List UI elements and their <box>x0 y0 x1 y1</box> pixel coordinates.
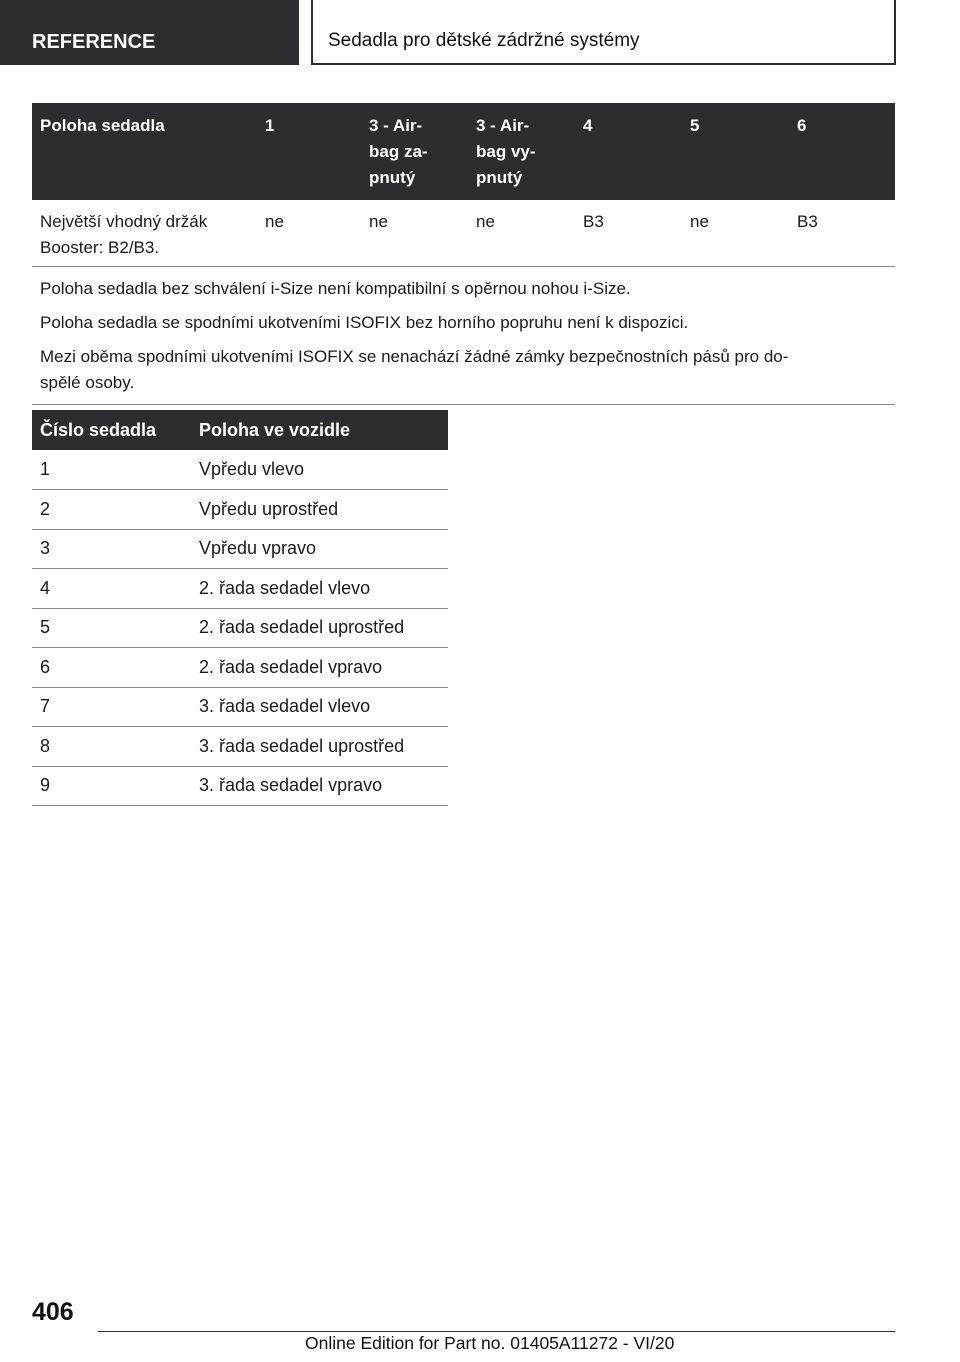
table-header-row <box>32 103 895 200</box>
seat-compatibility-table <box>32 103 895 405</box>
seat-number-cell: 4 <box>32 569 191 609</box>
header-line: 3 - Air- <box>369 116 423 135</box>
seat-number-cell: 1 <box>32 450 191 490</box>
column-header <box>468 103 575 200</box>
column-header <box>361 103 468 200</box>
seat-position-cell: Vpředu uprostřed <box>191 490 448 530</box>
row-label-line: Největší vhodný držák <box>40 212 208 231</box>
note-text: Poloha sedadla bez schválení i-Size není kompatibilní s opěrnou nohou i-Size. <box>40 279 631 298</box>
table-cell: ne <box>468 200 575 267</box>
header-line: bag vy- <box>476 142 536 161</box>
note-text <box>40 344 887 396</box>
seat-number-cell: 6 <box>32 648 191 688</box>
column-header: 1 <box>257 103 361 200</box>
table-cell: ne <box>257 200 361 267</box>
table-row <box>32 727 448 767</box>
seat-position-cell: 3. řada sedadel uprostřed <box>191 727 448 767</box>
header-line: 3 - Air- <box>476 116 530 135</box>
table-row <box>32 490 448 530</box>
seat-number-cell: 9 <box>32 766 191 806</box>
row-label <box>32 200 257 267</box>
notes-row <box>32 267 895 405</box>
column-header: 6 <box>789 103 895 200</box>
column-header: Poloha sedadla <box>32 103 257 200</box>
table-cell: B3 <box>789 200 895 267</box>
seat-number-cell: 2 <box>32 490 191 530</box>
table-row <box>32 200 895 267</box>
footer-divider <box>98 1331 895 1332</box>
header-line: pnutý <box>369 168 416 187</box>
seat-number-cell: 7 <box>32 687 191 727</box>
table-row <box>32 608 448 648</box>
note-line: spělé osoby. <box>40 373 135 392</box>
table-row <box>32 648 448 688</box>
column-header: Číslo sedadla <box>32 410 191 450</box>
seat-number-cell: 5 <box>32 608 191 648</box>
seat-position-cell: Vpředu vpravo <box>191 529 448 569</box>
seat-number-cell: 3 <box>32 529 191 569</box>
table-cell: B3 <box>575 200 682 267</box>
page-number: 406 <box>32 1298 74 1326</box>
table-cell: ne <box>361 200 468 267</box>
seat-position-cell: 2. řada sedadel vlevo <box>191 569 448 609</box>
table-row <box>32 569 448 609</box>
seat-position-table <box>32 410 448 806</box>
table-header-row <box>32 410 448 450</box>
seat-number-cell: 8 <box>32 727 191 767</box>
table-row <box>32 687 448 727</box>
table-cell: ne <box>682 200 789 267</box>
note-text: Poloha sedadla se spodními ukotveními ISOFIX bez horního popruhu není k dispozici. <box>40 313 689 332</box>
column-header: Poloha ve vozidle <box>191 410 448 450</box>
seat-position-cell: 3. řada sedadel vpravo <box>191 766 448 806</box>
seat-position-cell: Vpředu vlevo <box>191 450 448 490</box>
seat-position-cell: 2. řada sedadel vpravo <box>191 648 448 688</box>
seat-position-cell: 2. řada sedadel uprostřed <box>191 608 448 648</box>
table-row <box>32 529 448 569</box>
row-label-line: Booster: B2/B3. <box>40 238 160 257</box>
table-row <box>32 450 448 490</box>
section-tab: REFERENCE <box>0 0 299 65</box>
note-line: Mezi oběma spodními ukotveními ISOFIX se nenachází žádné zámky bezpečnostních pásů pro do- <box>40 347 789 366</box>
column-header: 4 <box>575 103 682 200</box>
header-line: pnutý <box>476 168 523 187</box>
seat-position-cell: 3. řada sedadel vlevo <box>191 687 448 727</box>
header-line: bag za- <box>369 142 428 161</box>
page-title: Sedadla pro dětské zádržné systémy <box>311 0 896 65</box>
notes-cell <box>32 267 895 405</box>
edition-note: Online Edition for Part no. 01405A11272 - VI/20 <box>305 1333 675 1353</box>
column-header: 5 <box>682 103 789 200</box>
table-row <box>32 766 448 806</box>
